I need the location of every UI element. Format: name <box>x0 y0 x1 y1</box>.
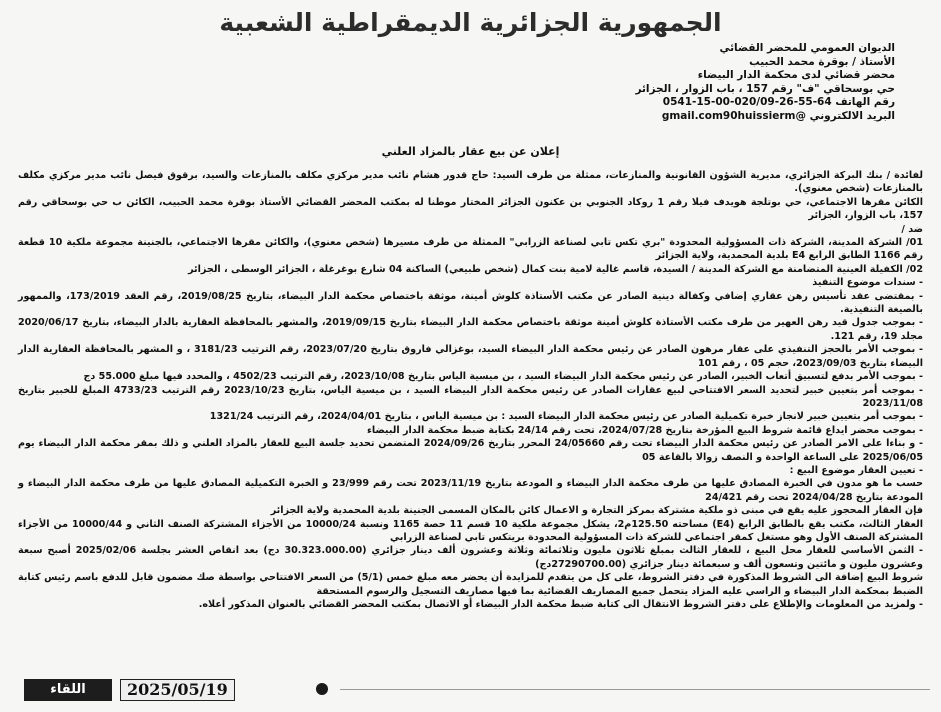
paragraph: - بموجب أمر بتعيين خبير لانجاز خبرة تكميلية الصادر عن رئيس محكمة الدار البيضاء السيد : بن ميسية الياس ، بتاريخ 2024/04/01، رقم الترتيب 1321/24 <box>209 411 923 423</box>
paragraph: الكائن مقرها الاجتماعي، حي بوتلجة هويدف فيلا رقم 1 روكاد الجنوبي بن عكنون الجزائر المختار موطنا له بمكتب المحضر القضائي الأستاذ بوقرة محمد الحبيب، الكائن ب حي بوسحاقي رقم 157، باب الزوار، الجزائر <box>18 196 923 222</box>
header-line: حي بوسحاقي "ف" رقم 157 ، باب الزوار ، الجزائر <box>635 82 895 95</box>
header-line: الأستاذ / بوقرة محمد الحبيب <box>749 55 895 68</box>
paragraph: 01/ الشركة المدينة، الشركة ذات المسؤولية المحدودة "بري تكس تابي لصناعة الزرابي" الممثلة من طرف مسيرها (شخص معنوي)، والكائن مقرها الاجتماعي، بالجنينة مجموعة ملكية 10 قطعة رقم 1166 الطابق الرابع E4 بلدية المحمدية، ولاية الجزائر <box>18 237 924 262</box>
paragraph: لفائدة / بنك البركة الجزائري، مديرية الشؤون القانونية والمنازعات، ممثلة من طرف السيد: حاج قدور هشام نائب مدير مركزي مكلف بالمنازعات والسيد، برقوق فيصل نائب مدير مركزي مكلف بالمنازعات (شخص معنوي). <box>18 170 923 195</box>
paragraph: - سندات موضوع التنفيذ <box>812 277 923 289</box>
paragraph: - الثمن الأساسي للعقار محل البيع ، للعقار الثالث بمبلغ ثلاثون مليون وثلاثمائة وثلاثة وعشرون ألف دينار جزائري (30.323.000.00 دج) بعد انقاص العشر بجلسة 2025/02/06 أصبح سبعة وعشرون مليون و مائتين وتسعون ألف و سبعمائة دينار جزائري (27290700.00دج) <box>18 545 923 570</box>
paragraph: فإن العقار المحجوز عليه يقع في مبنى ذو ملكية مشتركة بمركز التجارة و الاعمال كائن بالمكان المسمى الجنينة بلدية المحمدية ولاية الجزائر <box>270 505 923 517</box>
footer <box>0 677 941 707</box>
header-line: الديوان العمومي للمحضر القضائي <box>719 42 895 54</box>
paragraph: - بموجب محضر ايداع قائمة شروط البيع المؤرخة بتاريخ 2024/07/28، تحت رقم 24/14 بكتابة ضبط محكمة الدار البيضاء <box>366 424 923 436</box>
paragraph: - بموجب الأمر بالحجز التنفيذي على عقار مرهون الصادر عن رئيس محكمة الدار البيضاء السيد، بوغزالي فاروق بتاريخ 2023/07/20، رقم الترتيب 3181/23 ، و المشهر بالمحافظة العقارية الدار البيضاء بتاريخ 2023/09/03، حجم 05 ، رقم 101 <box>18 344 923 369</box>
paragraph: - و بناءا على الامر الصادر عن رئيس محكمة الدار البيضاء تحت رقم 24/05660 المحرر بتاريخ 2024/09/26 المتضمن تحديد جلسة البيع للعقار بالمزاد العلني و ذلك بمقر محكمة الدار البيضاء يوم 2025/06/05 على الساعة الواحدة و النصف زوالا بالقاعة 05 <box>18 438 923 463</box>
paragraph: حسب ما هو مدون في الخبرة المصادق عليها من طرف محكمة الدار البيضاء و المودعة بتاريخ 2023/11/19 تحت رقم 23/999 و الخبرة التكميلية المصادق عليها من طرف محكمة الدار البيضاء و المودعة بتاريخ 2024/04/28 تحت رقم 24/421 <box>18 478 923 503</box>
notice-body <box>18 169 923 611</box>
header-line: محضر قضائي لدى محكمة الدار البيضاء <box>697 69 895 82</box>
notice-title: إعلان عن بيع عقار بالمزاد العلني <box>381 145 560 158</box>
email-line <box>375 110 895 124</box>
footer-rule <box>340 689 930 690</box>
paragraph: - بموجب جدول قيد رهن العهير من طرف مكتب الأستاذة كلوش أمينة موثقة باختصاص محكمة الدار البيضاء بتاريخ 2019/09/15، والمشهر بالمحافظة العقارية بالدار البيضاء، بتاريخ 2020/06/17 مجلد 19، رقم 121. <box>18 317 923 342</box>
paragraph: شروط البيع إضافة الى الشروط المذكورة في دفتر الشروط، على كل من يتقدم للمزايدة أن يحضر معه مبلغ خمس (5/1) من السعر الافتتاحي بواسطة صك مضمون قابل للدفع باسم رئيس كتابة الضبط بمحكمة الدار البيضاء و الراسي عليه المزاد يتحمل جميع المصاريف القضائية بما فيها مصاريف التسجيل والرسوم المستحقة <box>18 572 923 597</box>
bullet-dot-icon <box>316 683 328 695</box>
email-value: @gmail.com90huissierm <box>661 109 806 122</box>
bailiff-header <box>375 42 895 124</box>
paragraph: - بمقتضى عقد تأسيس رهن عقاري إضافي وكفالة دينية الصادر عن مكتب الأستاذة كلوش أمينة، موثقة باختصاص محكمة الدار البيضاء، بتاريخ 2019/08/25، رقم العقد 173/2019، والممهور بالصيغة التنفيذية. <box>18 290 924 316</box>
paragraph: العقار الثالث، مكتب يقع بالطابق الرابع (E4) مساحته 125.50م2، يشكل مجموعة ملكية 10 قسم 11 حصة 1165 ونسبة 10000/24 من الأجزاء المشتركة الصنف الثاني و 10000/44 من الأجزاء المشتركة الصنف الأول وهو مستغل كمقر اجتماعي للشركة ذات المسؤولية المحدودة بريتكس تابي لصناعة الزرابي <box>18 518 923 543</box>
paragraph: - ولمزيد من المعلومات والإطلاع على دفتر الشروط الانتقال الى كتابة ضبط محكمة الدار البيضاء أو الاتصال بمكتب المحضر القضائي بالعنوان المذكور أعلاه. <box>198 599 923 610</box>
paragraph: - تعيين العقار موضوع البيع : <box>789 464 923 476</box>
paragraph: 02/ الكفيلة العينية المتضامنة مع الشركة المدينة / السيدة، قاسم غالية لامية بنت كمال (شخص طبيعي) الساكنة 04 شارع بوغرغلة ، الجزائر الوسطى ، الجزائر <box>188 263 923 275</box>
paragraph: - بموجب الأمر بدفع لتسبيق أتعاب الخبير، الصادر عن رئيس محكمة الدار البيضاء السيد ، بن ميسية الياس بتاريخ 2023/10/08، رقم الترتيب 4502/23 ، والمحدد فيها مبلغ 55.000 دج <box>83 371 923 383</box>
paragraph: ضد / <box>901 223 923 235</box>
page-title: الجمهورية الجزائرية الديمقراطية الشعبية <box>219 8 722 37</box>
phone-line: رقم الهاتف 64-55-26-020/09-00-15-0541 <box>662 96 895 109</box>
paragraph: - بموجب أمر بتعيين خبير لتحديد السعر الافتتاحي لبيع عقارات الصادر عن رئيس محكمة الدار البيضاء السيد ، بن ميسية الياس، بتاريخ 2023/10/23 رقم الترتيب 4733/23 المبلغ للخبير بتاريخ 2023/11/08 <box>18 384 923 409</box>
newspaper-name: اللقاء <box>24 679 112 701</box>
publication-date: 2025/05/19 <box>120 679 235 701</box>
email-label: البريد الالكتروني <box>809 109 895 122</box>
